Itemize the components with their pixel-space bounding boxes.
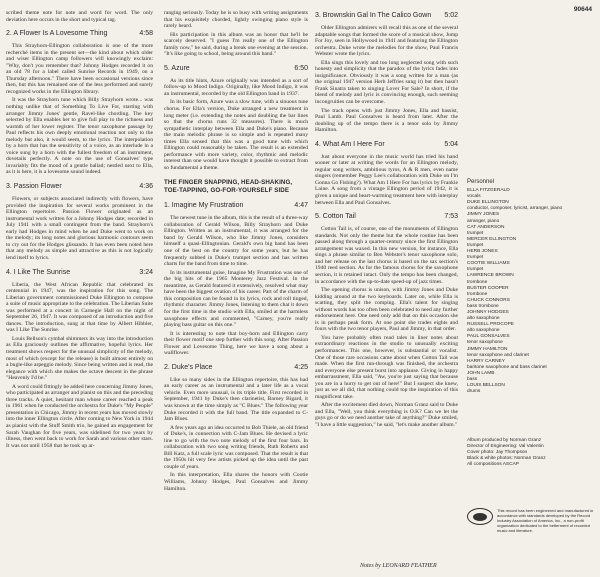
paragraph: Liberia, the West African Republic that celebrated its centennial in 1947, was the inspiration for this song. The Liberian government commissioned Duke Ellington to compose a suite of music appropriate to the celebration. The Liberian Suite was performed at a concert in Carnegie Hall on the night of September 26, 1947. It was composed of an introduction and five dances. The introduction, sung at that time by Albert Hibbler, was I Like The Sunrise. (6, 281, 153, 334)
column-2 (164, 10, 308, 573)
personnel-member (467, 261, 597, 273)
member-name: ELLA FITZGERALD (467, 188, 510, 194)
credit-line: Album produced by Norman Granz (467, 438, 542, 443)
track-title: Brownskin Gal In The Calico Gown (322, 12, 432, 19)
personnel-member (467, 359, 597, 371)
member-name: RUSSELL PROCOPE (467, 322, 515, 328)
track-number: 5. (164, 64, 170, 72)
member-role: conductor, composer, lyricist, arranger, piano (467, 206, 563, 212)
paragraph: Cotton Tail is, of course, one of the monuments of Ellington standards. Not only the theme but the whole routine has been passed along through a quarter-century since the first Ellington arrangement was waxed. In this new version, for instance, Ella sings a phrase similar to Ben Webster's tenor saxophone solo, and her release on the last chorus is based on the sax section's 1940 reed section. As for the famous chorus for the saxophone section, it is retained intact. Only the tempo has been changed, in accordance with the up-to-date speed-up of jazz times. (315, 226, 458, 285)
track-title: Azure (171, 64, 190, 72)
track-heading (6, 183, 153, 191)
paragraph: The opening chorus is unison, with Jimmy Jones and Duke kidding around at the two keyboards. Later on, while Ella is scatting, they split the comping. Ella's talent for singing without words has too often been celebrated to need any further endorsement here. One need only add that on this occasion she is in perhaps peak form. At one point she trades eights and fours with the two tenor players, Paul and Jimmy, in that order. (315, 287, 458, 333)
credit-line: Director of Engineering: Val Valentin (467, 444, 544, 450)
track-number: 3. (315, 12, 321, 19)
member-role: trumpet (467, 267, 484, 273)
member-role: alto saxophone (467, 316, 500, 322)
track-title: What Am I Here For (322, 140, 385, 148)
track-time: 6:50 (294, 64, 308, 72)
member-role: baritone saxophone and bass clarinet (467, 364, 547, 370)
paragraph: This Strayhorn-Ellington collaboration is one of the more recherché items in the present set—the kind about which older and wiser Ellington camp followers will knowingly exclaim: "Why, don't you remember that? Johnny Hodges recorded it on an old 78 for a label called Sunrise Records in 1949, on a Thursday afternoon." There have been occasional versions since then, but this has remained one of the less performed and surely recognized works in the Ellington library. (6, 43, 153, 95)
personnel-member (467, 383, 597, 395)
track-title: Passion Flower (13, 183, 62, 191)
track-title: A Flower Is A Lovesome Thing (13, 30, 108, 38)
notes-signature: Notes by LEONARD FEATHER (360, 563, 437, 569)
track-time: 5:02 (444, 12, 458, 19)
track-heading (6, 30, 153, 38)
track-number: 3. (6, 183, 12, 191)
track-number: 1. (164, 202, 170, 210)
paragraph: As its title hints, Azure originally was intended as a sort of follow-up to Mood Indigo. Originally, like Mood Indigo, it was an instrumental, recorded by the old Ellington band in 1937. (164, 77, 308, 97)
track-number: 2. (6, 30, 12, 38)
track-title: Imagine My Frustration (171, 202, 244, 210)
paragraph: His participation in this album was an honor that he'll be scarcely deserved. "I guess I'm really one of the Ellington family now," he said, during a break one evening at the session. "It's like going to school, being around this band." (164, 31, 308, 58)
paragraph: After the excitement died down, Norman Granz said to Duke and Ella, "Well, you think everything is O.K? Can we let the guys go or do we need another take of anything?" Duke smiled, "I have a little suggestion," he said, "let's make another album." (315, 402, 458, 428)
column-1 (6, 10, 153, 573)
paragraph: In its basic form, Azure was a slow tune, with a sinuous tune chorus. For Ella's version, Duke arranged a new treatment in long meter (i.e. extending the notes and doubling the bar lines so that the chorus runs 32 measures). There is much sympathetic interplay between Ella and Duke's piano. Because the main melodic phrase is so simple and is repeated many times Ella sensed that this was a good tune with which Ellington could reasonably be taken. The result is an extended performance with more variety, color, rhythmic and melodic interest than one would have thought it possible to extract from so fundamental a theme. (164, 99, 308, 171)
member-name: HARRY CARNEY (467, 358, 505, 364)
member-name: COOTIE WILLIAMS (467, 261, 510, 267)
track-time: 5:04 (444, 140, 458, 148)
member-role: bass trombone (467, 303, 499, 309)
member-name: JIMMY HAMILTON (467, 346, 508, 352)
track-number: 5. (315, 213, 321, 221)
track-heading (315, 213, 458, 221)
member-role: trombone (467, 279, 488, 285)
personnel-member (467, 249, 597, 261)
member-role: trumpet (467, 255, 484, 261)
personnel-member (467, 200, 597, 212)
track-time: 3:24 (139, 268, 153, 276)
personnel-member (467, 237, 597, 249)
personnel-member (467, 310, 597, 322)
personnel-member (467, 273, 597, 285)
riaa-notice-text: This record has been engineered and manufactured in accordance with standards developed by the Record Industry Association of America, Inc., a non-profit organization dedicated to the betterment of recorded music and literature. (497, 508, 594, 533)
paragraph: Louis Bellson's cymbal shimmers its way into the introduction as Ella graciously outlines the affirmative, hopeful lyrics. Her treatment shows respect for the unusual simplicity of the melody, most of which (except for the release) is built almost entirely on a bugle-like arpeggio melody. Since being written and is read, the elegance with which she makes the octave descent in the phrase "Heavenly I'd be." (6, 335, 153, 382)
credit-line: All compositions ASCAP (467, 462, 519, 468)
paragraph: In its instrumental guise, Imagine My Frustration was one of the big hits of the 1965 Monterey Jazz Festival. In the meantime, as Gerald featured it extensively, resolved what may have been the biggest ovation of his career. Part of the charm of this composition can be found in its lyrics, rock and roll tinged, rhythmic character. Jimmy Jones, listening to them chat it down for the first time in the studio with Ella, smiled at the harmless saxophone effects and commented, "Carney, you're really playing bass guitar on this one." (164, 269, 308, 329)
paragraph: The newest tune in the album, this is the result of a three-way collaboration of Gerald Wilson, Billy Strayhorn and Duke Ellington. Written as an instrumental, it was arranged for the band by Gerald Wilson, who like Jimmy Jones, considers himself a quasi-Ellingtonian. Gerald's own big band has been one of the best on the country for some years, but he has frequently subbed in Duke's trumpet section and has written charts for the band from time to time. (164, 215, 308, 268)
member-role: trumpet (467, 230, 484, 236)
track-number: 2. (164, 363, 170, 371)
riaa-logo-icon (467, 508, 493, 525)
paragraph: You have probably often read tales in liner notes about extraordinary reactions in the studio to unusually exciting performances. This one, however, is substantial or vocalist. One of those rare occasions came about when Cotton Tail was made. When the first run-through was finished, the orchestra and everyone else present burst into applause. Giving in happy embarrassment, Ella said, "Aw, you're just saying that because you are in a hurry to get out of here!" But I suspect she knew, just as we all did, that nothing could top the inspiration of this magnificent take. (315, 334, 458, 400)
track-heading (164, 65, 308, 73)
personnel-list (467, 179, 597, 395)
member-role: drums (467, 389, 481, 395)
track-title: Duke's Place (171, 363, 213, 371)
track-number: 4. (6, 268, 12, 276)
paragraph: Ella sings this lovely and too long neglected song with such honesty and simplicity that the paradox of the lyrics fades into insignificance. Obviously it was a song written for a man (as the original 1947 version Herb Jeffries sung it) but then hasn't Frank Sinatra taken to singing Lover For Sale? In short, if the blend of melody and lyric is convincing enough, such seeming incongruities can be overcome. (315, 59, 458, 106)
personnel-member (467, 225, 597, 237)
track-number: 4. (315, 140, 321, 148)
paragraph: ranging seriously. Today he is so busy with writing assignments that his exquisitely chorded, lightly swinging piano style is rarely heard. (164, 10, 308, 30)
track-time: 4:58 (139, 30, 153, 38)
member-name: BUSTER COOPER (467, 285, 509, 291)
member-role: trombone (467, 291, 488, 297)
member-name: CAT ANDERSON (467, 224, 505, 230)
track-time: 4:36 (139, 183, 153, 191)
track-heading (315, 141, 458, 149)
paragraph: The track opens with just Jimmy Jones, Ella and bassist, Paul Lamb. Paul Gonsalves is heard from later. After the doubling up of the tempo there is a tenor solo by Jimmy Hamilton. (315, 107, 458, 134)
side-banner: THE FINGER SNAPPING, HEAD-SHAKING, TOE-TAPPING, GO-FOR-YOURSELF SIDE (164, 179, 293, 194)
member-name: HERB JONES (467, 249, 498, 255)
album-credits (467, 438, 597, 468)
member-name: LAWRENCE BROWN (467, 273, 514, 279)
member-name: JOHN LAMB (467, 370, 495, 376)
member-role: alto saxophone (467, 328, 500, 334)
paragraph: It was the Strayhorn tune which Billy Strayhorn wrote... was nothing unlike that of Something To Live For, starting with arranger Jimmy Jones' gentle, Ravel-like chording. The key selected by Ella enables her to give full play to the richness and warmth of her lower register. The tenor saxophone passage by Paul reflects his own deeply emotional reaction not only to the melody but also, it would seem, to the lyrics. The interpolation by a horn that has the sensitivity of a voice, as an interlude in a voice sung by a horn with the fullest freedom of an instrument, dovetails perfectly. A note on the use of Gonsalves' type invariably fits the mood of a gentle ballad; nestled next to Ella, as it is here, it is a lovesome sound indeed. (6, 97, 153, 176)
credit-line: Cover photo: Jay Thompson (467, 450, 528, 456)
personnel-member (467, 286, 597, 298)
member-name: CHUCK CONNORS (467, 297, 510, 303)
personnel-member (467, 371, 597, 383)
paragraph: Older Ellington admirers will recall this as one of the several adaptable songs that formed the score of a musical show, Jump For Joy, seen in Hollywood in 1941 and featuring the Ellington orchestra. Duke wrote the melodies for the show, Paul Francis Webster wrote the lyrics. (315, 25, 458, 58)
member-role: arranger, piano (467, 218, 500, 224)
personnel-member (467, 347, 597, 359)
personnel-member (467, 298, 597, 310)
track-heading (315, 12, 458, 20)
member-role: bass (467, 377, 478, 382)
personnel-members (467, 188, 597, 395)
track-heading (164, 202, 308, 210)
track-title: Cotton Tail (322, 213, 356, 221)
personnel-member (467, 322, 597, 334)
track-title: I Like The Sunrise (13, 268, 71, 276)
paragraph: Like so many sides in the Ellington repertoire, this has had an early career as an instrumental and a later life as a vocal vehicle. Even more unusual, is its triple title. First recorded in September, 1941 by Duke's then clarinetist, Barney Bigard, it was known at the time simply as "C Blues." The following year Duke recorded it with the full band. The title expanded to C-Jam Blues. (164, 376, 308, 423)
credit-line: Black & white photos: Norman Granz (467, 456, 546, 462)
track-time: 4:25 (294, 363, 308, 371)
catalog-number: 90644 (573, 6, 592, 13)
paragraph: A few years ago an idea occurred to Bob Thiele, an old friend of Duke's, in connection with C-Jam Blues. He devised a lyric line to go with the two note melody of the first four bars. In collaboration with two song writing friends, Ruth Roberts and Bill Katz, a full scale lyric was composed. That the result is that the 1950s hit very few artists picked up the idea until the past couple of years. (164, 424, 308, 470)
personnel-member (467, 212, 597, 224)
member-name: JOHNNY HODGES (467, 309, 509, 315)
member-role: vocals (467, 194, 481, 200)
paragraph: A word could fittingly be added here concerning Jimmy Jones, who participated as arranger and pianist on this and the preceding three tracks. A quiet, hesitant man whose career reached a peak in 1961 when he conducted the orchestra for Duke's "My People" presentation in Chicago, Jimmy in recent years has moved slowly into the inner Ellington circle. After coming to New York in 1944 as pianist with the Stuff Smith trio, he gained an engagement for Sarah Vaughan for five years, was sidelined for two years by illness, then went back to work for Sarah and various other stars. It was not until 1958 that he took up ar- (6, 383, 153, 449)
member-name: LOUIS BELLSON (467, 383, 505, 389)
track-time: 7:53 (444, 213, 458, 221)
member-name: JIMMY JONES (467, 212, 500, 218)
riaa-notice (467, 508, 597, 533)
track-heading (164, 364, 308, 372)
member-name: DUKE ELLINGTON (467, 200, 509, 206)
member-role: tenor saxophone and clarinet (467, 352, 529, 358)
personnel-member (467, 334, 597, 346)
member-role: trumpet (467, 242, 484, 248)
column-3 (315, 10, 458, 559)
track-heading (6, 269, 153, 277)
personnel-member (467, 188, 597, 200)
paragraph: In this interpretation, Ella shares the honors with Cootie Williams, Johnny Hodges, Paul Gonsalves and Jimmy Hamilton. (164, 472, 308, 492)
member-name: PAUL GONSALVES (467, 334, 510, 340)
paragraph: scribed theme note for note and word for word. The only deviation here occurs in the short and typical tag. (6, 10, 153, 23)
member-role: tenor saxophone (467, 340, 503, 346)
member-name: MERCER ELLINGTON (467, 236, 517, 242)
personnel-heading: Personnel (467, 179, 495, 185)
paragraph: Just about everyone in the music world has tried his hand sooner or later at writing the words for an Ellington melody, regular song writers, ambitious tyros, A & R men, even name singers (remember Peggy Lee's collaboration with Duke on I'm Gonna Go Fishing?). What Am I Here For has lyrics by Frankie Laine. A song from a vintage Ellington period of 1942, it is given a unique and heart-warming treatment here with interplay between Ella and Paul Gonsalves. (315, 153, 458, 206)
paragraph: Flowers, or subjects associated indirectly with flowers, have provided the inspiration for several works prominent in the Ellington repertoire. Passion Flower originated as an instrumental work written for a Johnny Hodges date; recorded in July 1941 with a small contingent from the band. Strayhorn's early had Hodges in mind when he and Duke went to work on the melody; its long notes and glorious harmonic contours seem to cry out for the Hodges glissando. It has even been noted here that any melody as simple and attractive as this is not logically lend itself to lyrics. (6, 196, 153, 261)
paragraph: It is interesting to note that boy-horn and Ellington carry their flower motif one step further with this song. After Passion Flower and Lovesome Thing, here we have a song about a wallflower. (164, 330, 308, 357)
track-time: 4:47 (294, 202, 308, 210)
